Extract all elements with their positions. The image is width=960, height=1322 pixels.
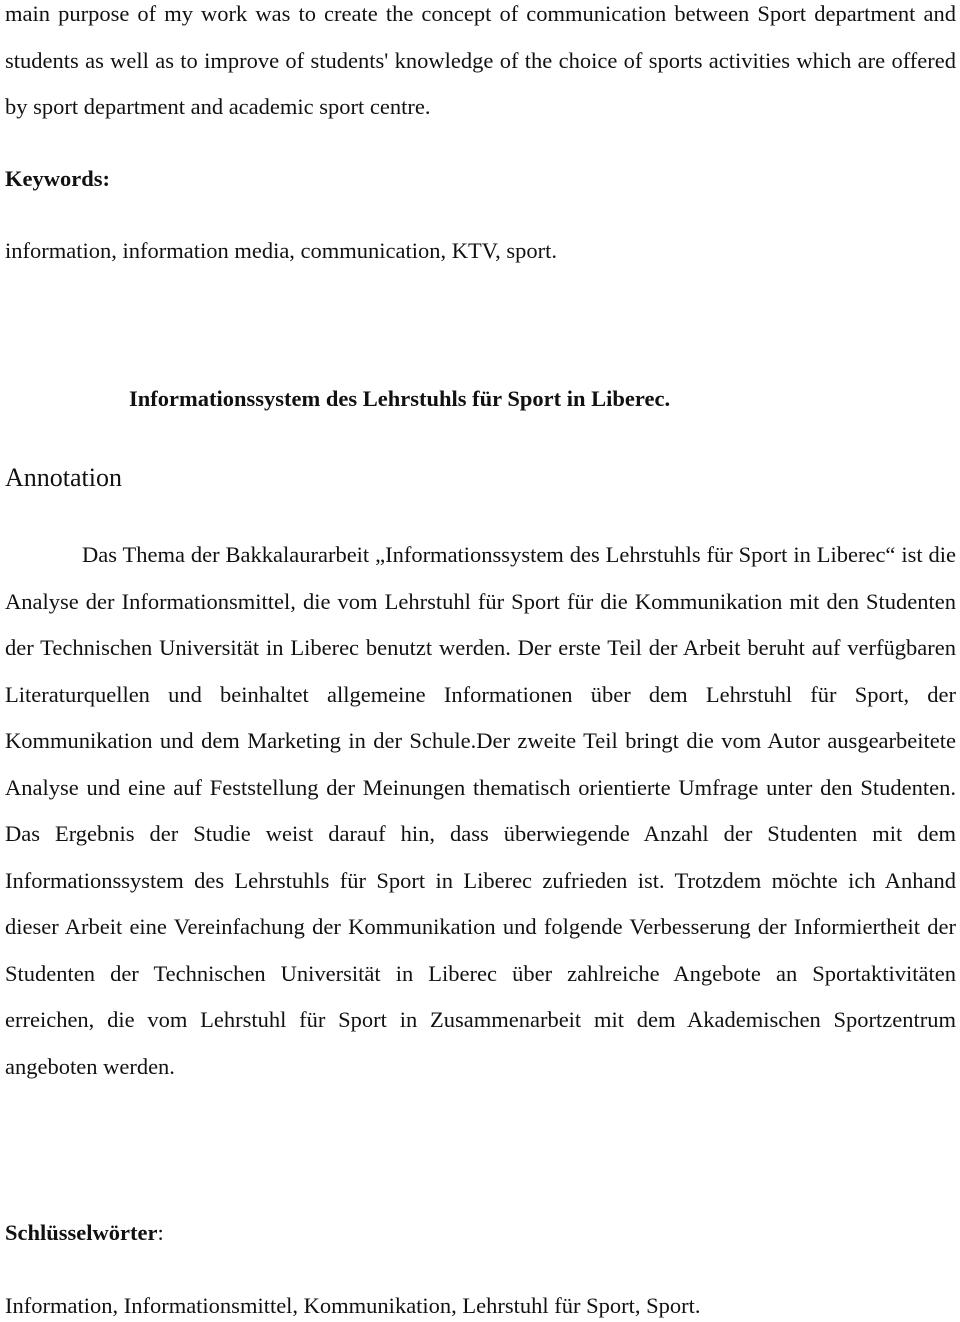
german-abstract	[5, 532, 956, 1090]
german-abstract-text: Das Thema der Bakkalaurarbeit „Informationssystem des Lehrstuhls für Sport in Liberec“ ist die Analyse der Informationsmittel, die vom Lehrstuhl für Sport für die Kommunikation mit den Studenten der Technischen Universität in Liberec benutzt werden. Der erste Teil der Arbeit beruht auf verfügbaren Literaturquellen und beinhaltet allgemeine Informationen über dem Lehrstuhl für Sport, der Kommunikation und dem Marketing in der Schule.Der zweite Teil bringt die vom Autor ausgearbeitete Analyse und eine auf Feststellung der Meinungen thematisch orientierte Umfrage unter den Studenten. Das Ergebnis der Studie weist darauf hin, dass überwiegende Anzahl der Studenten mit dem Informationssystem des Lehrstuhls für Sport in Liberec zufrieden ist. Trotzdem möchte ich Anhand dieser Arbeit eine Vereinfachung der Kommunikation und folgende Verbesserung der Informiertheit der Studenten der Technischen Universität in Liberec über zahlreiche Angebote an Sportaktivitäten erreichen, die vom Lehrstuhl für Sport in Zusammenarbeit mit dem Akademischen Sportzentrum angeboten werden.	[5, 542, 956, 1079]
english-keywords-label: Keywords:	[5, 166, 110, 191]
english-abstract-tail: main purpose of my work was to create the concept of communication between Sport department and students as well as to improve of students' knowledge of the choice of sports activities which are offered by sport department and academic sport centre.	[5, 1, 956, 119]
annotation-heading: Annotation	[5, 463, 122, 492]
german-keywords-heading	[5, 1218, 164, 1248]
english-keywords-value: information, information media, communication, KTV, sport.	[5, 238, 557, 263]
german-keywords-label: Schlüsselwörter	[5, 1220, 158, 1245]
german-title: Informationssystem des Lehrstuhls für Sport in Liberec.	[129, 386, 671, 411]
german-keywords-colon: :	[157, 1220, 164, 1245]
german-keywords-value: Information, Informationsmittel, Kommunikation, Lehrstuhl für Sport, Sport.	[5, 1293, 701, 1318]
